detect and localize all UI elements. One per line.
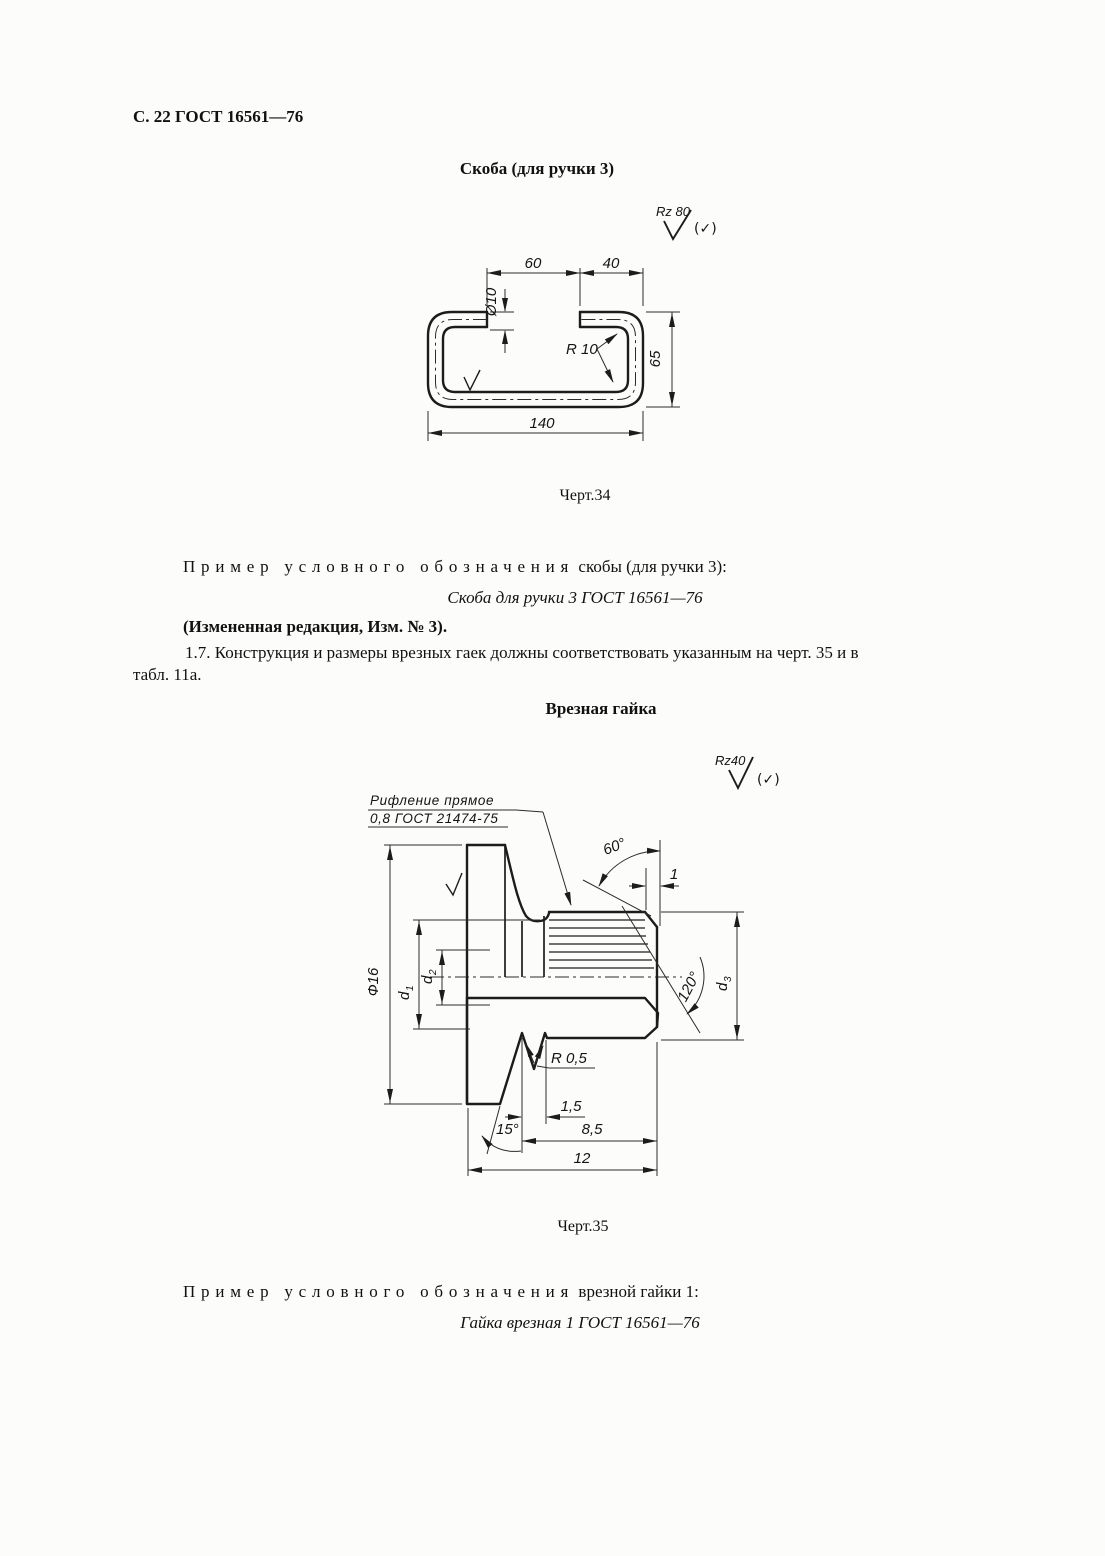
example35-line	[183, 1282, 699, 1302]
example34-designation: Скоба для ручки 3 ГОСТ 16561—76	[447, 588, 703, 607]
dim-d3	[661, 912, 744, 1040]
rz40-label: Rz40	[715, 753, 746, 768]
dim-60-40	[487, 255, 643, 306]
figure34-caption: Черт.34	[559, 487, 611, 504]
dim-label-120deg: 120°	[674, 969, 704, 1005]
rz40-alt-label: (✓)	[757, 772, 780, 788]
bracket-centerline	[436, 320, 636, 400]
dim-label-d2-sub: 2	[428, 969, 439, 975]
knurl-note-line2: 0,8 ГОСТ 21474-75	[370, 811, 499, 826]
dim-label-15deg: 15°	[496, 1121, 519, 1138]
dim-label-140: 140	[529, 415, 555, 432]
dim-r10	[566, 334, 617, 382]
dim-label-65: 65	[647, 350, 664, 368]
example34-rest: скобы (для ручки 3):	[574, 557, 727, 576]
dim-label-12: 12	[573, 1150, 591, 1167]
figure34-title: Скоба (для ручки 3)	[459, 159, 615, 178]
dim-label-60deg: 60°	[600, 834, 629, 859]
dim-label-dia16: Ф16	[365, 967, 382, 997]
figure35-drawing	[365, 753, 780, 1176]
dim-label-60: 60	[524, 255, 542, 272]
surface-finish-icon	[464, 370, 480, 390]
rz80-label: Rz 80	[656, 204, 690, 219]
flange-taper	[505, 845, 549, 921]
dim-d2	[419, 950, 490, 1005]
page-header: С. 22 ГОСТ 16561—76	[133, 107, 304, 126]
dim-label-d1: d	[396, 991, 413, 1000]
bracket-inner-contour	[443, 327, 628, 392]
dim-label-d1-sub: 1	[405, 985, 416, 991]
figure34-roughness-mark	[656, 204, 717, 239]
knurl-note-line1: Рифление прямое	[370, 793, 495, 808]
example34-line	[183, 557, 727, 577]
dim-label-d2: d	[419, 975, 436, 984]
dim-15deg	[482, 1106, 521, 1154]
dim-label-r05: R 0,5	[551, 1050, 587, 1067]
example35-rest: врезной гайки 1:	[574, 1282, 699, 1301]
figure35-caption: Черт.35	[557, 1218, 609, 1235]
dim-120deg	[622, 906, 704, 1033]
dim-label-d3: d	[714, 982, 731, 991]
example35-designation: Гайка врезная 1 ГОСТ 16561—76	[460, 1313, 700, 1332]
surface-finish-icon	[446, 873, 462, 895]
knurl-lines	[549, 920, 654, 968]
figure35-title: Врезная гайка	[545, 699, 657, 718]
para-1-7-line1: 1.7. Конструкция и размеры врезных гаек должны соответствовать указанным на черт. 35 и в	[185, 643, 859, 662]
dim-label-8-5: 8,5	[581, 1121, 603, 1138]
rz80-alt-label: (✓)	[694, 221, 717, 237]
amended-note: (Измененная редакция, Изм. № 3).	[183, 617, 448, 636]
dim-label-dia10: Ø10	[483, 287, 500, 317]
figure35-roughness-mark	[715, 753, 780, 788]
dim-label-d3-sub: 3	[723, 976, 734, 982]
dim-dia16	[365, 845, 462, 1104]
dim-label-1: 1	[669, 866, 679, 883]
example34-spaced: Пример условного обозначения	[183, 557, 575, 576]
dim-140	[428, 411, 643, 441]
dim-1	[629, 866, 679, 910]
para-1-7-line2: табл. 11а.	[133, 665, 202, 684]
dim-label-1-5: 1,5	[560, 1098, 582, 1115]
example35-spaced: Пример условного обозначения	[183, 1282, 575, 1301]
dim-65	[646, 312, 680, 407]
dim-label-r10: R 10	[566, 341, 598, 358]
figure34-drawing	[428, 204, 717, 441]
dim-label-40: 40	[602, 255, 620, 272]
knurl-note	[368, 793, 571, 905]
